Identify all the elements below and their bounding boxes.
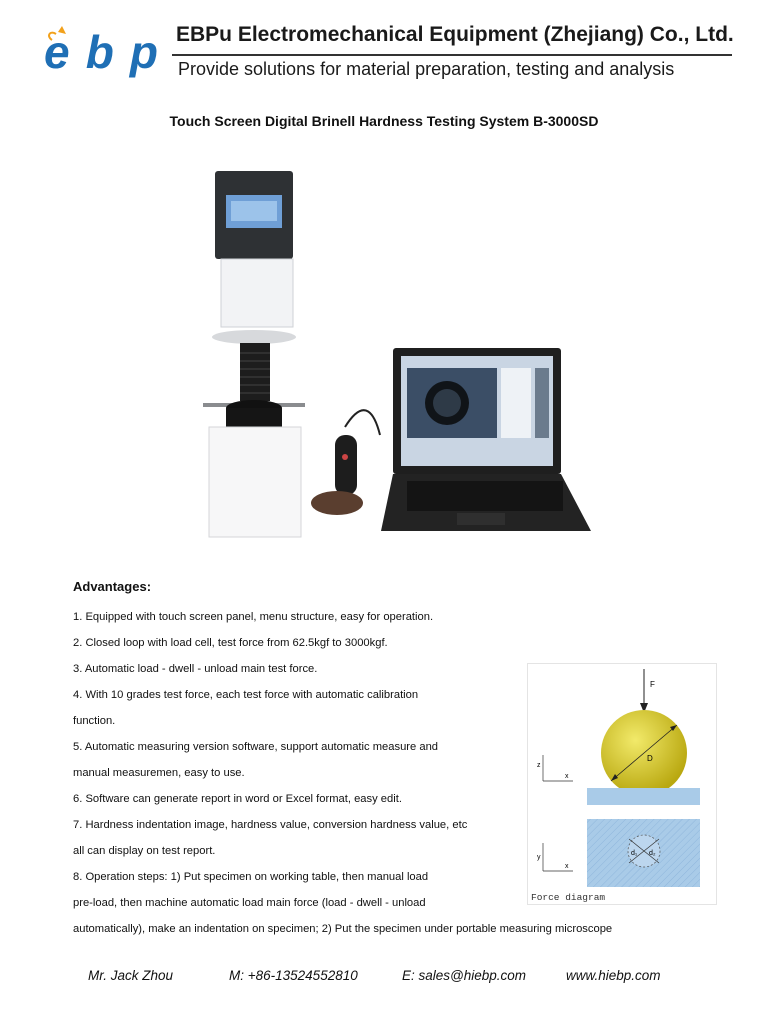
company-tagline: Provide solutions for material preparation, testing and analysis — [178, 59, 675, 79]
force-label: F — [650, 680, 655, 689]
advantage-line: 1. Equipped with touch screen panel, menu structure, easy for operation. — [73, 611, 434, 623]
axis-y-label: y — [537, 854, 541, 861]
logo-wordmark: ebp — [44, 26, 158, 78]
advantage-line: 6. Software can generate report in word or Excel format, easy edit. — [73, 793, 402, 805]
advantage-line: manual measuremen, easy to use. — [73, 767, 245, 779]
microscope-image — [311, 410, 380, 515]
company-name: EBPu Electromechanical Equipment (Zhejiang) Co., Ltd. — [176, 23, 734, 46]
advantage-line: 3. Automatic load - dwell - unload main test force. — [73, 663, 318, 675]
d1-label: d₁ — [631, 850, 638, 857]
advantages-heading: Advantages: — [73, 579, 152, 594]
contact-email[interactable]: E: sales@hiebp.com — [402, 968, 527, 983]
force-diagram — [527, 663, 717, 905]
advantage-line: 8. Operation steps: 1) Put specimen on working table, then manual load — [73, 871, 429, 883]
contact-footer — [0, 968, 768, 988]
letterhead — [0, 0, 768, 95]
contact-name: Mr. Jack Zhou — [88, 968, 174, 983]
d2-label: d₂ — [649, 850, 656, 857]
advantage-line: pre-load, then machine automatic load main force (load - dwell - unload — [73, 897, 426, 909]
diagram-caption: Force diagram — [531, 892, 606, 903]
product-title: Touch Screen Digital Brinell Hardness Testing System B-3000SD — [169, 113, 599, 129]
advantage-line: 7. Hardness indentation image, hardness value, conversion hardness value, etc — [73, 819, 468, 831]
contact-mobile: M: +86-13524552810 — [229, 968, 358, 983]
axis-x-label: x — [565, 773, 569, 780]
product-photo — [195, 165, 605, 545]
advantage-line: automatically), make an indentation on specimen; 2) Put the specimen under portable measuring microscope — [73, 923, 613, 935]
axis-z-label: z — [537, 762, 541, 769]
contact-website[interactable]: www.hiebp.com — [566, 968, 661, 983]
advantage-line: 2. Closed loop with load cell, test force from 62.5kgf to 3000kgf. — [73, 637, 388, 649]
diameter-label: D — [647, 754, 653, 763]
laptop-image — [381, 348, 591, 531]
header-divider — [172, 54, 732, 56]
advantage-line: function. — [73, 715, 116, 727]
specimen-top — [587, 788, 700, 805]
ebp-logo — [42, 18, 160, 80]
advantage-line: 5. Automatic measuring version software, support automatic measure and — [73, 741, 439, 753]
advantage-line: all can display on test report. — [73, 845, 216, 857]
advantage-line: 4. With 10 grades test force, each test force with automatic calibration — [73, 689, 419, 701]
hardness-tester-image — [203, 171, 305, 537]
axis-x2-label: x — [565, 863, 569, 870]
